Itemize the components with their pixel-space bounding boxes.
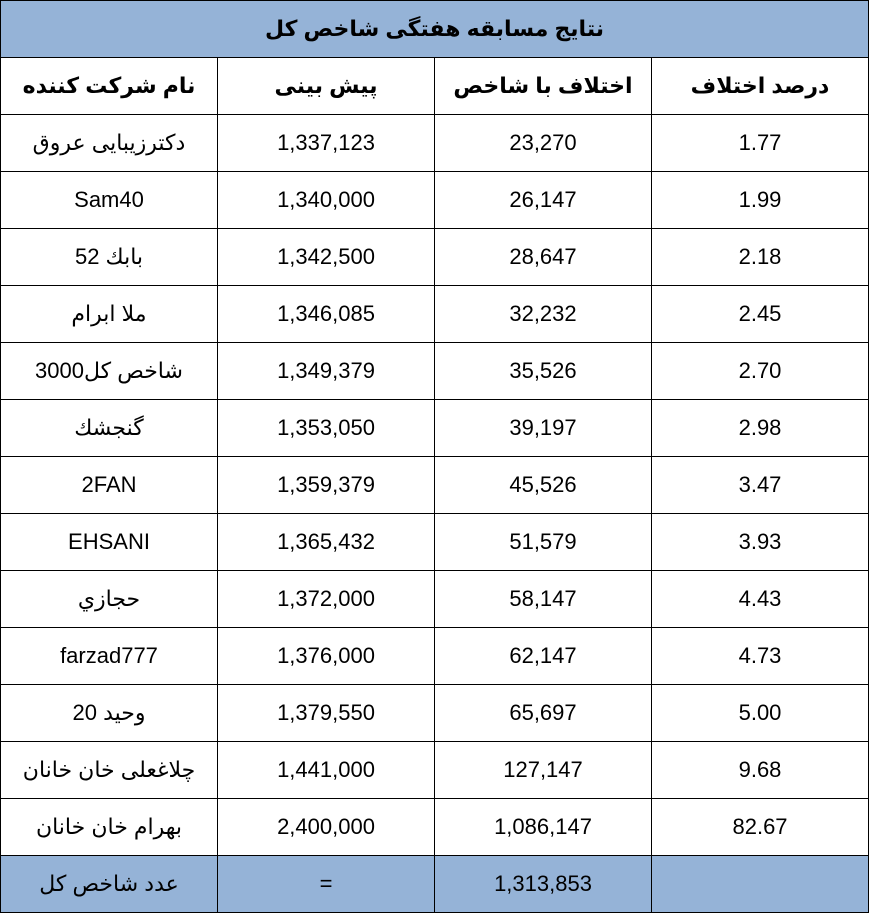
percent-value: 4.43 — [652, 571, 869, 628]
equals-sign: = — [218, 856, 435, 913]
percent-value: 82.67 — [652, 799, 869, 856]
diff-value: 35,526 — [435, 343, 652, 400]
header-percent: درصد اختلاف — [652, 58, 869, 115]
table-row — [1, 172, 869, 229]
percent-value: 1.99 — [652, 172, 869, 229]
participant-name: farzad777 — [1, 628, 218, 685]
forecast-value: 1,359,379 — [218, 457, 435, 514]
table-row — [1, 343, 869, 400]
participant-name: دکترزیبایی عروق — [1, 115, 218, 172]
forecast-value: 1,372,000 — [218, 571, 435, 628]
index-label: عدد شاخص کل — [1, 856, 218, 913]
footer-empty-cell — [652, 856, 869, 913]
percent-value: 2.18 — [652, 229, 869, 286]
forecast-value: 1,376,000 — [218, 628, 435, 685]
forecast-value: 1,346,085 — [218, 286, 435, 343]
diff-value: 23,270 — [435, 115, 652, 172]
forecast-value: 1,340,000 — [218, 172, 435, 229]
header-row — [1, 58, 869, 115]
table-row — [1, 685, 869, 742]
participant-name: چلاغعلی خان خانان — [1, 742, 218, 799]
header-diff: اختلاف با شاخص — [435, 58, 652, 115]
table-row — [1, 400, 869, 457]
header-forecast: پیش بینی — [218, 58, 435, 115]
diff-value: 51,579 — [435, 514, 652, 571]
diff-value: 58,147 — [435, 571, 652, 628]
forecast-value: 1,349,379 — [218, 343, 435, 400]
participant-name: Sam40 — [1, 172, 218, 229]
percent-value: 2.70 — [652, 343, 869, 400]
forecast-value: 2,400,000 — [218, 799, 435, 856]
table-row — [1, 115, 869, 172]
diff-value: 32,232 — [435, 286, 652, 343]
percent-value: 3.47 — [652, 457, 869, 514]
percent-value: 2.98 — [652, 400, 869, 457]
forecast-value: 1,441,000 — [218, 742, 435, 799]
footer-row — [1, 856, 869, 913]
percent-value: 5.00 — [652, 685, 869, 742]
participant-name: 2FAN — [1, 457, 218, 514]
table-row — [1, 742, 869, 799]
participant-name: گنجشك — [1, 400, 218, 457]
participant-name: بهرام خان خانان — [1, 799, 218, 856]
table-row — [1, 628, 869, 685]
diff-value: 65,697 — [435, 685, 652, 742]
percent-value: 4.73 — [652, 628, 869, 685]
table-row — [1, 457, 869, 514]
index-value: 1,313,853 — [435, 856, 652, 913]
percent-value: 3.93 — [652, 514, 869, 571]
diff-value: 1,086,147 — [435, 799, 652, 856]
forecast-value: 1,365,432 — [218, 514, 435, 571]
percent-value: 2.45 — [652, 286, 869, 343]
participant-name: EHSANI — [1, 514, 218, 571]
diff-value: 127,147 — [435, 742, 652, 799]
table-row — [1, 514, 869, 571]
percent-value: 1.77 — [652, 115, 869, 172]
percent-value: 9.68 — [652, 742, 869, 799]
header-name: نام شرکت کننده — [1, 58, 218, 115]
participant-name: بابك 52 — [1, 229, 218, 286]
table-row — [1, 799, 869, 856]
diff-value: 28,647 — [435, 229, 652, 286]
participant-name: ملا ابرام — [1, 286, 218, 343]
forecast-value: 1,379,550 — [218, 685, 435, 742]
participant-name: شاخص كل3000 — [1, 343, 218, 400]
forecast-value: 1,342,500 — [218, 229, 435, 286]
diff-value: 62,147 — [435, 628, 652, 685]
forecast-value: 1,353,050 — [218, 400, 435, 457]
table-title: نتایج مسابقه هفتگی شاخص کل — [1, 1, 869, 58]
forecast-value: 1,337,123 — [218, 115, 435, 172]
title-row — [1, 1, 869, 58]
participant-name: وحيد 20 — [1, 685, 218, 742]
participant-name: حجازي — [1, 571, 218, 628]
table-row — [1, 571, 869, 628]
diff-value: 45,526 — [435, 457, 652, 514]
table-row — [1, 286, 869, 343]
diff-value: 39,197 — [435, 400, 652, 457]
table-row — [1, 229, 869, 286]
diff-value: 26,147 — [435, 172, 652, 229]
